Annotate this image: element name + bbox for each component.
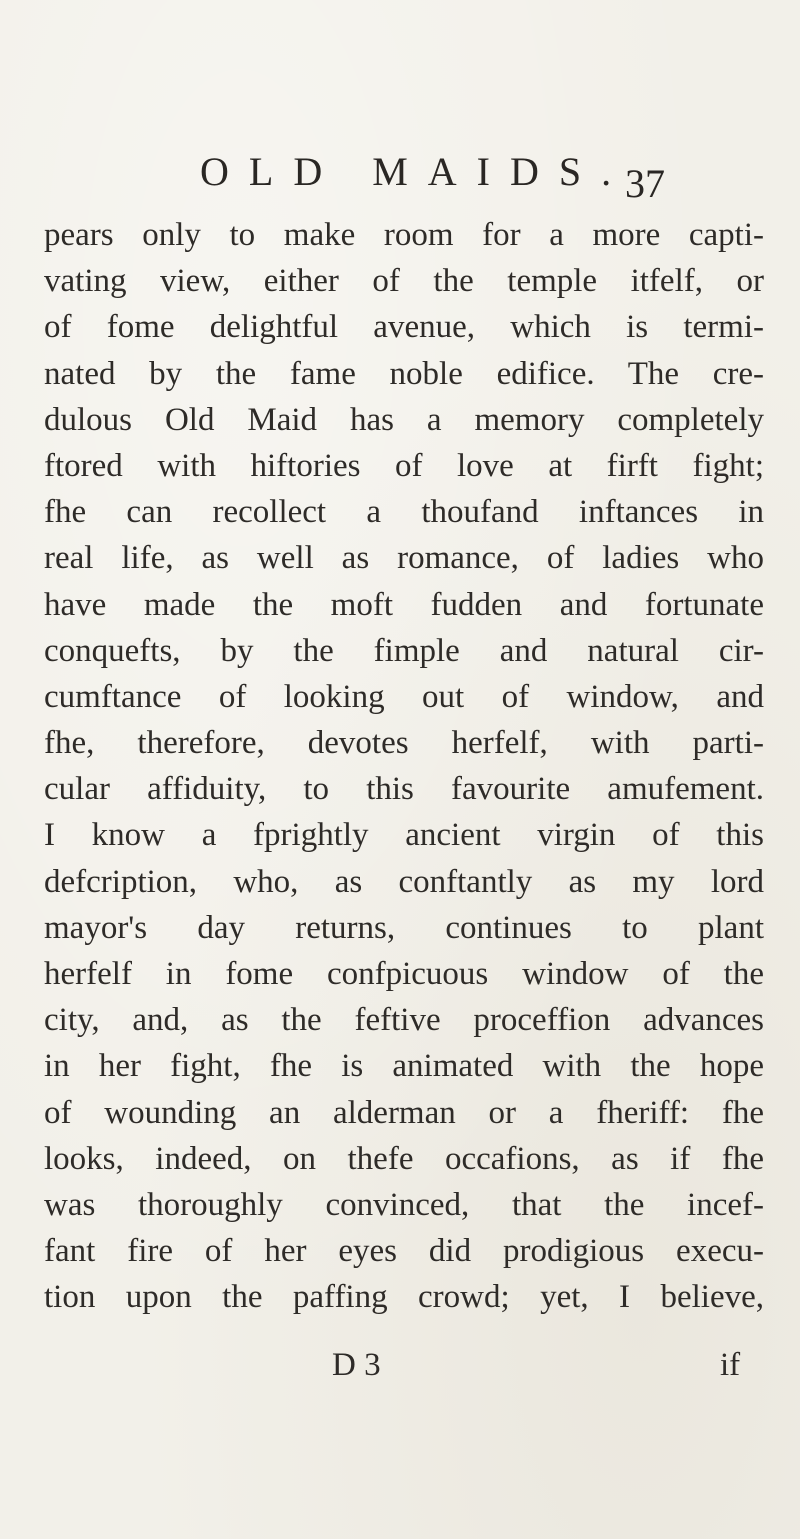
text-line: was thoroughly convinced, that the incef-: [44, 1186, 764, 1223]
text-line: pears only to make room for a more capti-: [44, 217, 764, 253]
text-line: of wounding an alderman or a fheriff: fhe: [44, 1094, 764, 1131]
text-line: fhe can recollect a thoufand inftances in: [44, 494, 764, 531]
text-line: tion upon the paffing crowd; yet, I believe,: [44, 1279, 764, 1316]
text-line: fhe, therefore, devotes herfelf, with parti-: [44, 725, 764, 762]
text-line: fant fire of her eyes did prodigious execu-: [44, 1233, 764, 1270]
running-head: OLD MAIDS.: [200, 149, 632, 194]
text-line: cular affiduity, to this favourite amufement.: [44, 771, 764, 808]
text-line: mayor's day returns, continues to plant: [44, 909, 764, 946]
text-line: defcription, who, as conftantly as my lord: [44, 863, 764, 900]
text-line: ftored with hiftories of love at firft fight;: [44, 447, 764, 484]
text-line: cumftance of looking out of window, and: [44, 678, 764, 715]
text-line: herfelf in fome confpicuous window of the: [44, 956, 764, 992]
page-footer: [44, 1347, 764, 1397]
page-number: 37: [625, 161, 665, 206]
text-line: dulous Old Maid has a memory completely: [44, 401, 764, 438]
text-line: of fome delightful avenue, which is termi-: [44, 309, 764, 346]
text-line: city, and, as the feftive proceffion advances: [44, 1002, 764, 1039]
text-line: nated by the fame noble edifice. The cre-: [44, 355, 764, 392]
text-line: I know a fprightly ancient virgin of this: [44, 817, 764, 854]
text-line: in her fight, fhe is animated with the hope: [44, 1048, 764, 1085]
body-text: [44, 212, 764, 1321]
text-line: vating view, either of the temple itfelf, or: [44, 263, 764, 300]
signature-mark: D 3: [332, 1347, 381, 1383]
catchword: if: [720, 1347, 741, 1383]
text-line: have made the moft fudden and fortunate: [44, 586, 764, 623]
text-line: conquefts, by the fimple and natural cir-: [44, 632, 764, 669]
text-line: real life, as well as romance, of ladies who: [44, 540, 764, 577]
text-line: looks, indeed, on thefe occafions, as if fhe: [44, 1140, 764, 1177]
